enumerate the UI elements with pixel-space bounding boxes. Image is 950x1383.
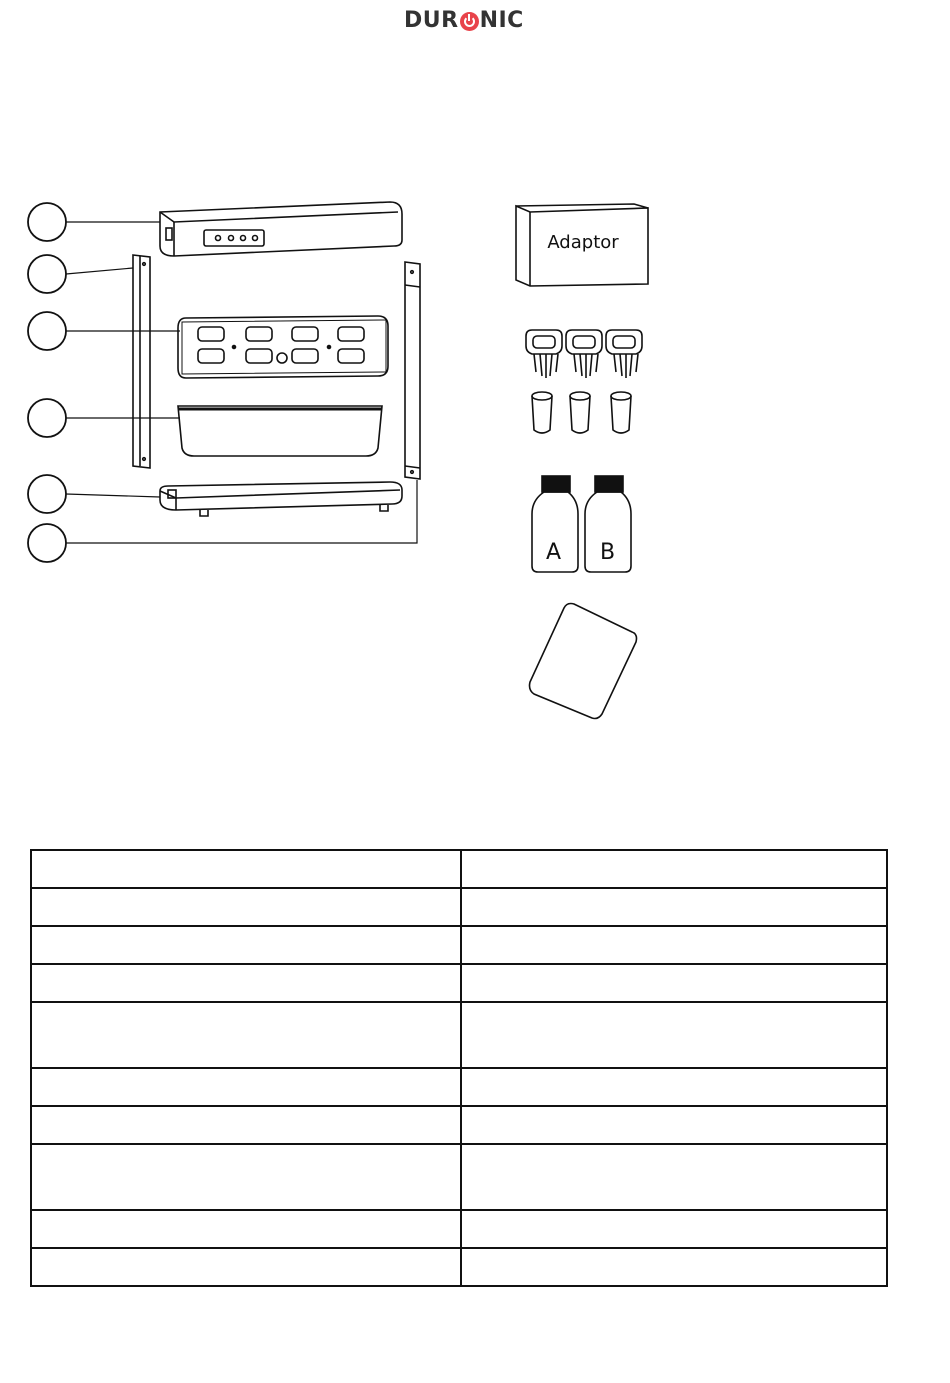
table-cell xyxy=(31,850,461,888)
callout-circle-3 xyxy=(28,312,66,350)
lamp-bar-drawing xyxy=(160,202,402,256)
table-cell xyxy=(461,1002,887,1068)
callout-circle-1 xyxy=(28,203,66,241)
table-row xyxy=(31,964,887,1002)
parts-table xyxy=(30,849,888,1287)
leader-lines xyxy=(66,222,417,543)
table-cell xyxy=(31,964,461,1002)
table-cell xyxy=(461,1106,887,1144)
water-tank-drawing xyxy=(178,406,382,456)
table-row xyxy=(31,1068,887,1106)
table-row xyxy=(31,1210,887,1248)
table-cell xyxy=(461,850,887,888)
table-cell xyxy=(461,888,887,926)
adaptor-label: Adaptor xyxy=(547,232,619,253)
sponge-3 xyxy=(611,392,631,433)
callout-circle-2 xyxy=(28,255,66,293)
table-cell xyxy=(31,1002,461,1068)
callout-circle-6 xyxy=(28,524,66,562)
sponge-2 xyxy=(570,392,590,433)
table-row xyxy=(31,888,887,926)
table-cell xyxy=(461,1210,887,1248)
table-cell xyxy=(461,1144,887,1210)
table-row xyxy=(31,850,887,888)
table-row xyxy=(31,1248,887,1286)
callout-circle-5 xyxy=(28,475,66,513)
table-cell xyxy=(31,1248,461,1286)
logo-text-left: DUR xyxy=(404,7,459,33)
sponge-1 xyxy=(532,392,552,433)
table-cell xyxy=(461,926,887,964)
seed-pods-drawing xyxy=(526,330,642,433)
table-cell xyxy=(31,1068,461,1106)
table-cell xyxy=(31,1106,461,1144)
table-row xyxy=(31,1106,887,1144)
table-cell xyxy=(461,1248,887,1286)
callout-circles xyxy=(28,203,66,562)
pod-clip-1 xyxy=(526,330,562,378)
instruction-card-drawing xyxy=(530,604,637,719)
logo-text-right: NIC xyxy=(479,7,524,33)
table-cell xyxy=(461,1068,887,1106)
bottle-b-label: B xyxy=(600,540,616,565)
table-cell xyxy=(461,964,887,1002)
table-cell xyxy=(31,888,461,926)
table-cell xyxy=(31,1210,461,1248)
left-pole-drawing xyxy=(133,255,150,468)
table-row xyxy=(31,1144,887,1210)
bottle-a-label: A xyxy=(546,540,562,565)
base-drawing xyxy=(160,482,402,516)
table-row xyxy=(31,926,887,964)
pod-clip-2 xyxy=(566,330,602,378)
table-cell xyxy=(31,1144,461,1210)
right-pole-drawing xyxy=(405,262,420,479)
pod-clip-3 xyxy=(606,330,642,378)
table-row xyxy=(31,1002,887,1068)
pod-lid-drawing xyxy=(178,316,388,378)
table-cell xyxy=(31,926,461,964)
callout-circle-4 xyxy=(28,399,66,437)
